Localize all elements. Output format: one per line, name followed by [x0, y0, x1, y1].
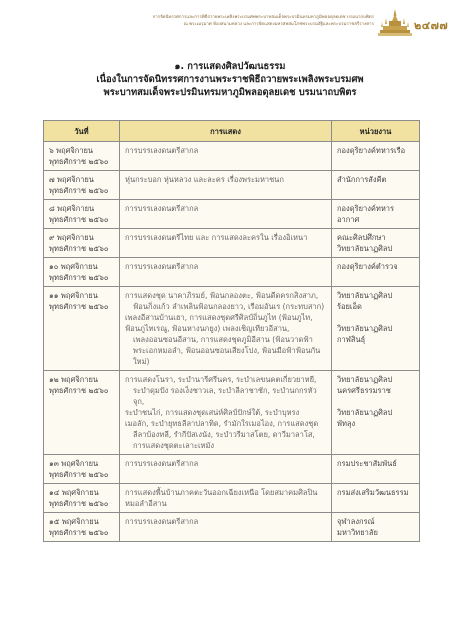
performance-line: การบรรเลงดนตรีสากล	[125, 517, 199, 526]
performance-line: การแสดงชุดตะเลาะเหมัง	[133, 441, 215, 450]
date-line: ๘ พฤศจิกายน	[49, 204, 95, 213]
performance-line: พระเอกหมอลำ, ฟ้อนออนซอนเสียงโปง, ฟ้อนมือฟ้าฟ้อนกันใหม่)	[133, 346, 321, 366]
date-line: พุทธศักราช ๒๕๖๐	[49, 273, 109, 282]
performance-line: การบรรเลงดนตรีไทย และ การแสดงละครใน เรื่องอิเหนา	[125, 233, 308, 242]
date-cell	[44, 229, 120, 258]
performance-line: ฟ้อนภูไทเรณู, ฟ้อนหางนกยูง) เพลงเชิญเทียวอีสาน,	[125, 324, 290, 333]
agency-cell	[332, 371, 420, 455]
performance-line: การแสดงชุด นาคาภิรมย์, ฟ้อนกลองตะ, ฟ้อนดีดครกสิงสาภ,	[125, 291, 319, 300]
table-row	[44, 371, 420, 455]
date-line: พุทธศักราช ๒๕๖๐	[49, 157, 109, 166]
agency-line: จุฬาลงกรณ์	[337, 517, 375, 526]
page-header	[0, 0, 460, 46]
header-line-1: การจัดนิทรรศการและการพิธีถวายพระเพลิงพระบรมศพพระบาทสมเด็จพระปรมินทรมหาภูมิพลอดุลยเดช บรมนาถบพิตร	[152, 15, 374, 20]
performance-line: เพลงออนซอนอีสาน, การแสดงชุดภูมิอีสาน (ฟ้อนวาดฟ้า	[133, 335, 313, 344]
date-line: ๑๓ พฤศจิกายน	[49, 459, 99, 468]
date-line: พุทธศักราช ๒๕๖๐	[49, 499, 109, 508]
agency-line: กาฬสินธุ์	[337, 335, 366, 344]
table-row	[44, 200, 420, 229]
agency-line: กองดุริยางค์ตำรวจ	[337, 262, 398, 271]
date-cell	[44, 287, 120, 371]
performance-cell	[120, 171, 332, 200]
date-line: พุทธศักราช ๒๕๖๐	[49, 215, 109, 224]
date-cell	[44, 455, 120, 484]
performance-cell	[120, 371, 332, 455]
performance-cell	[120, 455, 332, 484]
agency-line: สำนักการสังคีต	[337, 175, 387, 184]
table-row	[44, 171, 420, 200]
date-cell	[44, 171, 120, 200]
date-cell	[44, 200, 120, 229]
performance-line: เพลงอีสานบ้านเฮา, การแสดงชุดศรีศิลป์ถิ่นภูไท (ฟ้อนภูไท,	[125, 313, 313, 322]
agency-line: นครศรีธรรมราช	[337, 386, 391, 395]
performance-cell	[120, 484, 332, 513]
section-title	[0, 60, 460, 99]
agency-line: วิทยาลัยนาฏศิลป	[337, 375, 393, 384]
performance-line: ระบำดุมปัง รองเง็งชาวเล, ระบำลีลาชาชัก, ระบำนกกรหัวจุก,	[133, 386, 317, 406]
performance-line: การแสดงพื้นบ้านภาคตะวันออกเฉียงเหนือ โดยสมาคมศิลปิน	[125, 488, 318, 497]
page-number: ๒๔๗๗	[414, 19, 449, 32]
date-cell	[44, 371, 120, 455]
performance-line: การบรรเลงดนตรีสากล	[125, 459, 199, 468]
header-line-2: ณ พระเมรุมาศ ท้องสนามหลวง และการจัดแสดงมหรสพสมโภชพระบรมอัฐิและพระบรมราชสรีรางคาร	[183, 22, 374, 27]
agency-cell	[332, 229, 420, 258]
performance-line: ระบำชนไก่, การแสดงชุดเสน่ห์ศิลป์ปักษ์ใต้, ระบำบุหรง	[125, 408, 300, 417]
date-line: ๑๔ พฤศจิกายน	[49, 488, 99, 497]
table-row	[44, 484, 420, 513]
table-row	[44, 258, 420, 287]
agency-cell	[332, 258, 420, 287]
performance-line: การบรรเลงดนตรีสากล	[125, 146, 199, 155]
agency-cell	[332, 171, 420, 200]
date-line: ๑๒ พฤศจิกายน	[49, 375, 99, 384]
date-line: ๙ พฤศจิกายน	[49, 233, 94, 242]
performance-line: ลีลาบ้องทลี, รำกีปัสเงนัง, ระบำวรีมาสโตย, ดาวีมาลาโส,	[133, 430, 315, 439]
agency-line: กองดุริยางค์ทหารเรือ	[337, 146, 406, 155]
agency-line: มหาวิทยาลัย	[337, 528, 378, 537]
table-row	[44, 455, 420, 484]
agency-line: กองดุริยางค์ทหาร	[337, 204, 395, 213]
date-cell	[44, 484, 120, 513]
date-line: พุทธศักราช ๒๕๖๐	[49, 386, 109, 395]
agency-line: อากาศ	[337, 215, 360, 224]
performance-cell	[120, 200, 332, 229]
date-line: ๑๑ พฤศจิกายน	[49, 291, 98, 300]
performance-cell	[120, 513, 332, 542]
performance-cell	[120, 229, 332, 258]
date-line: พุทธศักราช ๒๕๖๐	[49, 186, 109, 195]
header-text	[74, 14, 374, 28]
title-line-3: พระบาทสมเด็จพระปรมินทรมหาภูมิพลอดุลยเดช บรมนาถบพิตร	[103, 87, 357, 98]
agency-line: กรมประชาสัมพันธ์	[337, 459, 397, 468]
agency-line: ร้อยเอ็ด	[337, 302, 362, 311]
performance-line: การแสดงโนรา, ระบำนารีศรีนคร, ระบำเลขนคตเกี่ยวยาหยี,	[125, 375, 317, 384]
agency-line: วิทยาลัยนาฏศิลป	[337, 408, 393, 417]
performance-line: การบรรเลงดนตรีสากล	[125, 262, 199, 271]
table-header-row	[44, 121, 420, 142]
table-row	[44, 229, 420, 258]
performance-line: หุ่นกระบอก หุ่นหลวง และละคร เรื่องพระมหาชนก	[125, 175, 284, 184]
title-line-2: เนื่องในการจัดนิทรรศการงานพระราชพิธีถวายพระเพลิงพระบรมศพ	[96, 74, 364, 85]
performance-schedule-table	[43, 120, 420, 542]
date-cell	[44, 142, 120, 171]
date-line: พุทธศักราช ๒๕๖๐	[49, 528, 109, 537]
column-header-date: วันที่	[44, 121, 120, 142]
agency-cell	[332, 455, 420, 484]
date-line: ๑๕ พฤศจิกายน	[49, 517, 99, 526]
agency-line: พัทลุง	[337, 419, 356, 428]
date-cell	[44, 258, 120, 287]
table-body	[44, 142, 420, 542]
table-row	[44, 513, 420, 542]
agency-cell	[332, 200, 420, 229]
table-row	[44, 142, 420, 171]
performance-cell	[120, 258, 332, 287]
performance-cell	[120, 287, 332, 371]
date-line: ๗ พฤศจิกายน	[49, 175, 94, 184]
royal-crematorium-emblem-icon	[378, 8, 412, 38]
column-header-agency: หน่วยงาน	[332, 121, 420, 142]
performance-line: หมอลำอีสาน	[125, 499, 167, 508]
agency-cell	[332, 513, 420, 542]
title-line-1: ๑. การแสดงศิลปวัฒนธรรม	[174, 61, 286, 72]
agency-line: กรมส่งเสริมวัฒนธรรม	[337, 488, 409, 497]
agency-cell	[332, 287, 420, 371]
agency-line: วิทยาลัยนาฏศิลป	[337, 324, 393, 333]
table-row	[44, 287, 420, 371]
agency-line: คณะศิลปศึกษา	[337, 233, 386, 242]
date-line: พุทธศักราช ๒๕๖๐	[49, 244, 109, 253]
performance-line: ฟ้อนกิ่งแก้ว ลำเพลินฟ้อนกลองยาว, เรือมอันเร (กระทบสาก)	[133, 302, 325, 311]
agency-line: วิทยาลัยนาฏศิลป	[337, 244, 393, 253]
date-line: พุทธศักราช ๒๕๖๐	[49, 470, 109, 479]
date-line: ๖ พฤศจิกายน	[49, 146, 94, 155]
agency-cell	[332, 484, 420, 513]
performance-line: การบรรเลงดนตรีสากล	[125, 204, 199, 213]
performance-cell	[120, 142, 332, 171]
performance-line: เมอลัก, ระบำยุทธลีลาปลาทิด, รำมักใรเมอไอง, การแสดงชุด	[125, 419, 319, 428]
column-header-performance: การแสดง	[120, 121, 332, 142]
date-cell	[44, 513, 120, 542]
date-line: ๑๐ พฤศจิกายน	[49, 262, 98, 271]
agency-cell	[332, 142, 420, 171]
agency-line: วิทยาลัยนาฏศิลป	[337, 291, 393, 300]
date-line: พุทธศักราช ๒๕๖๐	[49, 302, 109, 311]
